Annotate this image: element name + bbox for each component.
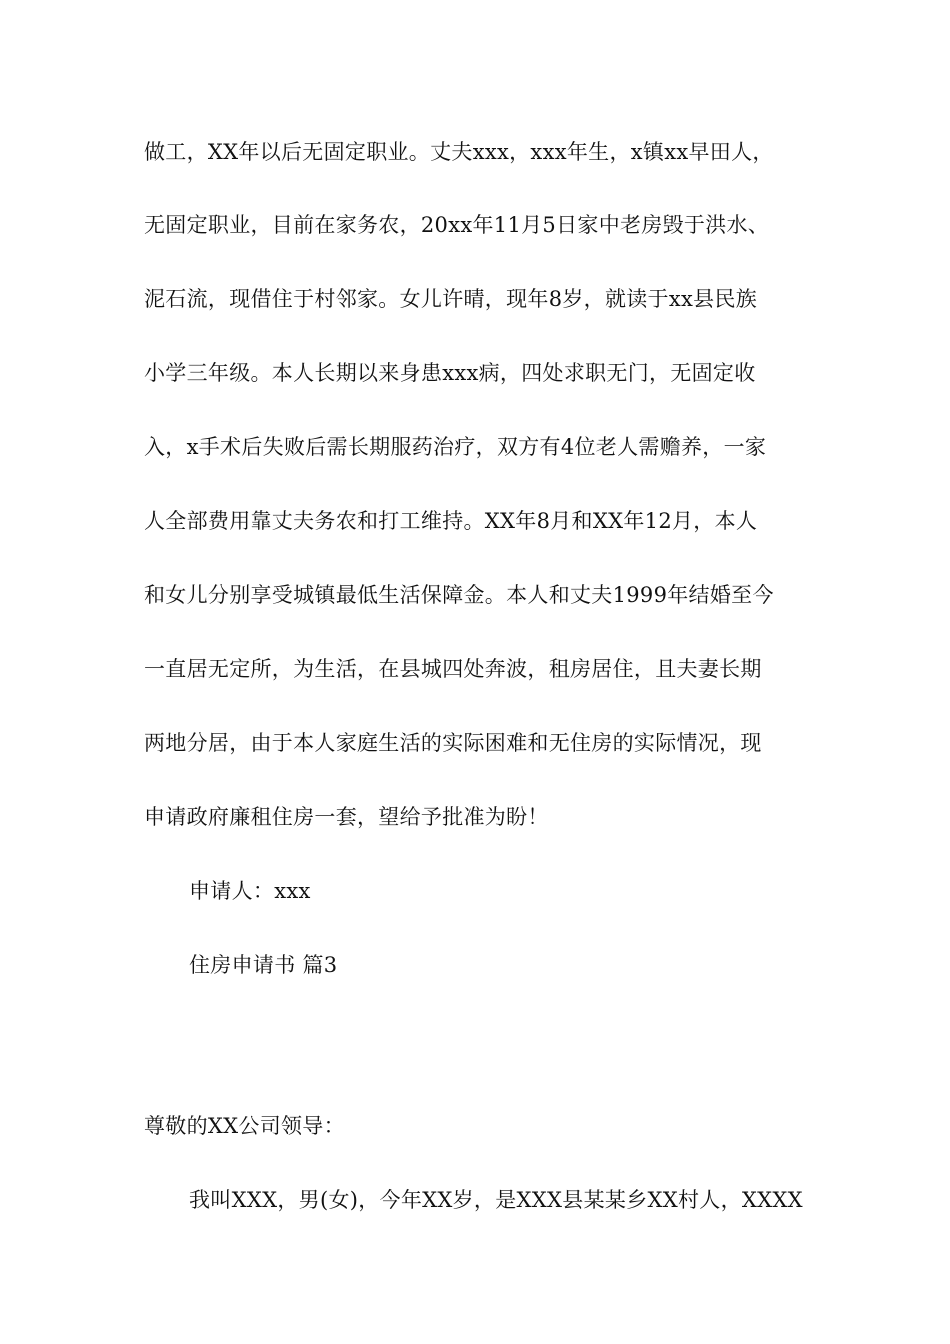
- intro-line: 我叫XXX，男(女)，今年XX岁，是XXX县某某乡XX村人，XXXX: [189, 1188, 803, 1212]
- paragraph-line: 人全部费用靠丈夫务农和打工维持。XX年8月和XX年12月，本人: [144, 509, 758, 533]
- paragraph-line: 无固定职业，目前在家务农，20xx年11月5日家中老房毁于洪水、: [144, 213, 770, 237]
- paragraph-line: 申请政府廉租住房一套，望给予批准为盼！: [144, 805, 549, 829]
- paragraph-line: 两地分居，由于本人家庭生活的实际困难和无住房的实际情况，现: [144, 731, 762, 755]
- paragraph-line: 小学三年级。本人长期以来身患xxx病，四处求职无门，无固定收: [144, 361, 756, 385]
- section-title: 住房申请书 篇3: [189, 953, 338, 977]
- paragraph-line: 和女儿分别享受城镇最低生活保障金。本人和丈夫1999年结婚至今: [144, 583, 774, 607]
- salutation: 尊敬的XX公司领导：: [144, 1114, 345, 1138]
- paragraph-line: 入，x手术后失败后需长期服药治疗，双方有4位老人需赡养，一家: [144, 435, 767, 459]
- paragraph-line: 做工，XX年以后无固定职业。丈夫xxx，xxx年生，x镇xx早田人，: [144, 140, 774, 164]
- paragraph-line: 一直居无定所，为生活，在县城四处奔波，租房居住，且夫妻长期: [144, 657, 762, 681]
- paragraph-line: 泥石流，现借住于村邻家。女儿许晴，现年8岁，就读于xx县民族: [144, 287, 758, 311]
- applicant-signature: 申请人：xxx: [189, 879, 311, 903]
